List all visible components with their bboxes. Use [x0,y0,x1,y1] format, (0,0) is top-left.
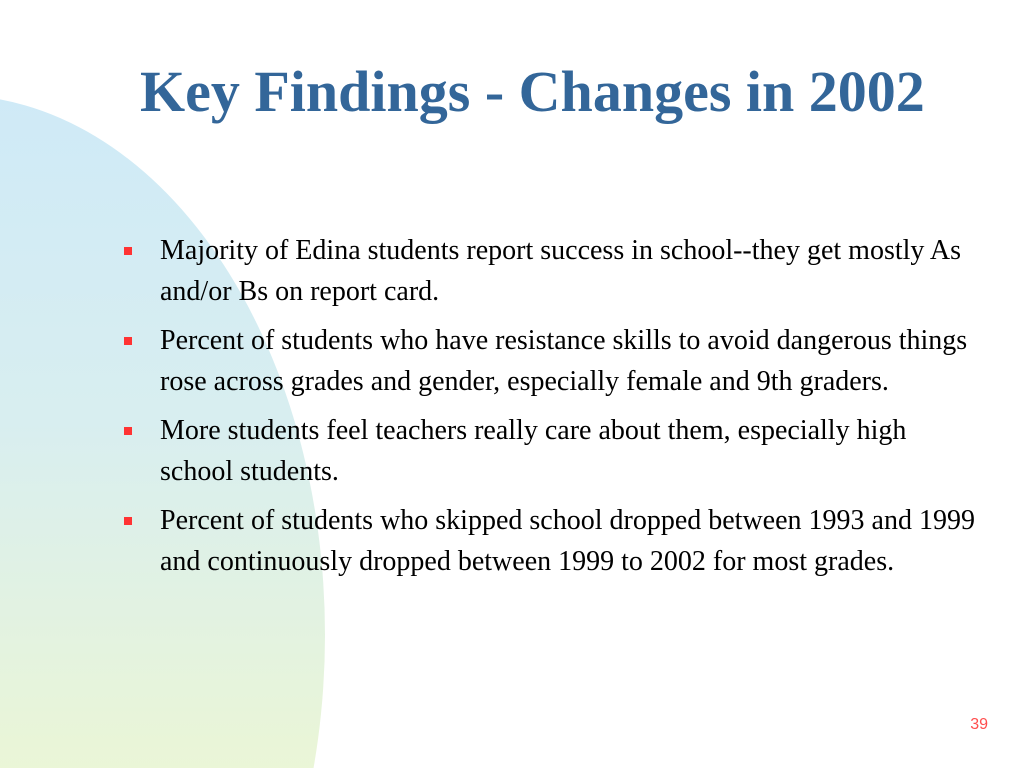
bullet-text: More students feel teachers really care about them, especially high school students. [160,415,907,487]
bullet-text: Percent of students who skipped school dropped between 1993 and 1999 and continuously dropped between 1999 to 2002 for most grades. [160,505,975,577]
list-item [120,320,980,402]
list-item [120,410,980,492]
slide-title: Key Findings - Changes in 2002 [140,59,925,124]
square-bullet-icon [124,247,132,255]
page-number: 39 [970,716,988,733]
bullet-list [120,230,980,590]
square-bullet-icon [124,427,132,435]
square-bullet-icon [124,517,132,525]
bullet-text: Majority of Edina students report success in school--they get mostly As and/or Bs on report card. [160,235,961,307]
square-bullet-icon [124,337,132,345]
list-item [120,230,980,312]
list-item [120,500,980,582]
bullet-text: Percent of students who have resistance skills to avoid dangerous things rose across grades and gender, especially female and 9th graders. [160,325,968,397]
